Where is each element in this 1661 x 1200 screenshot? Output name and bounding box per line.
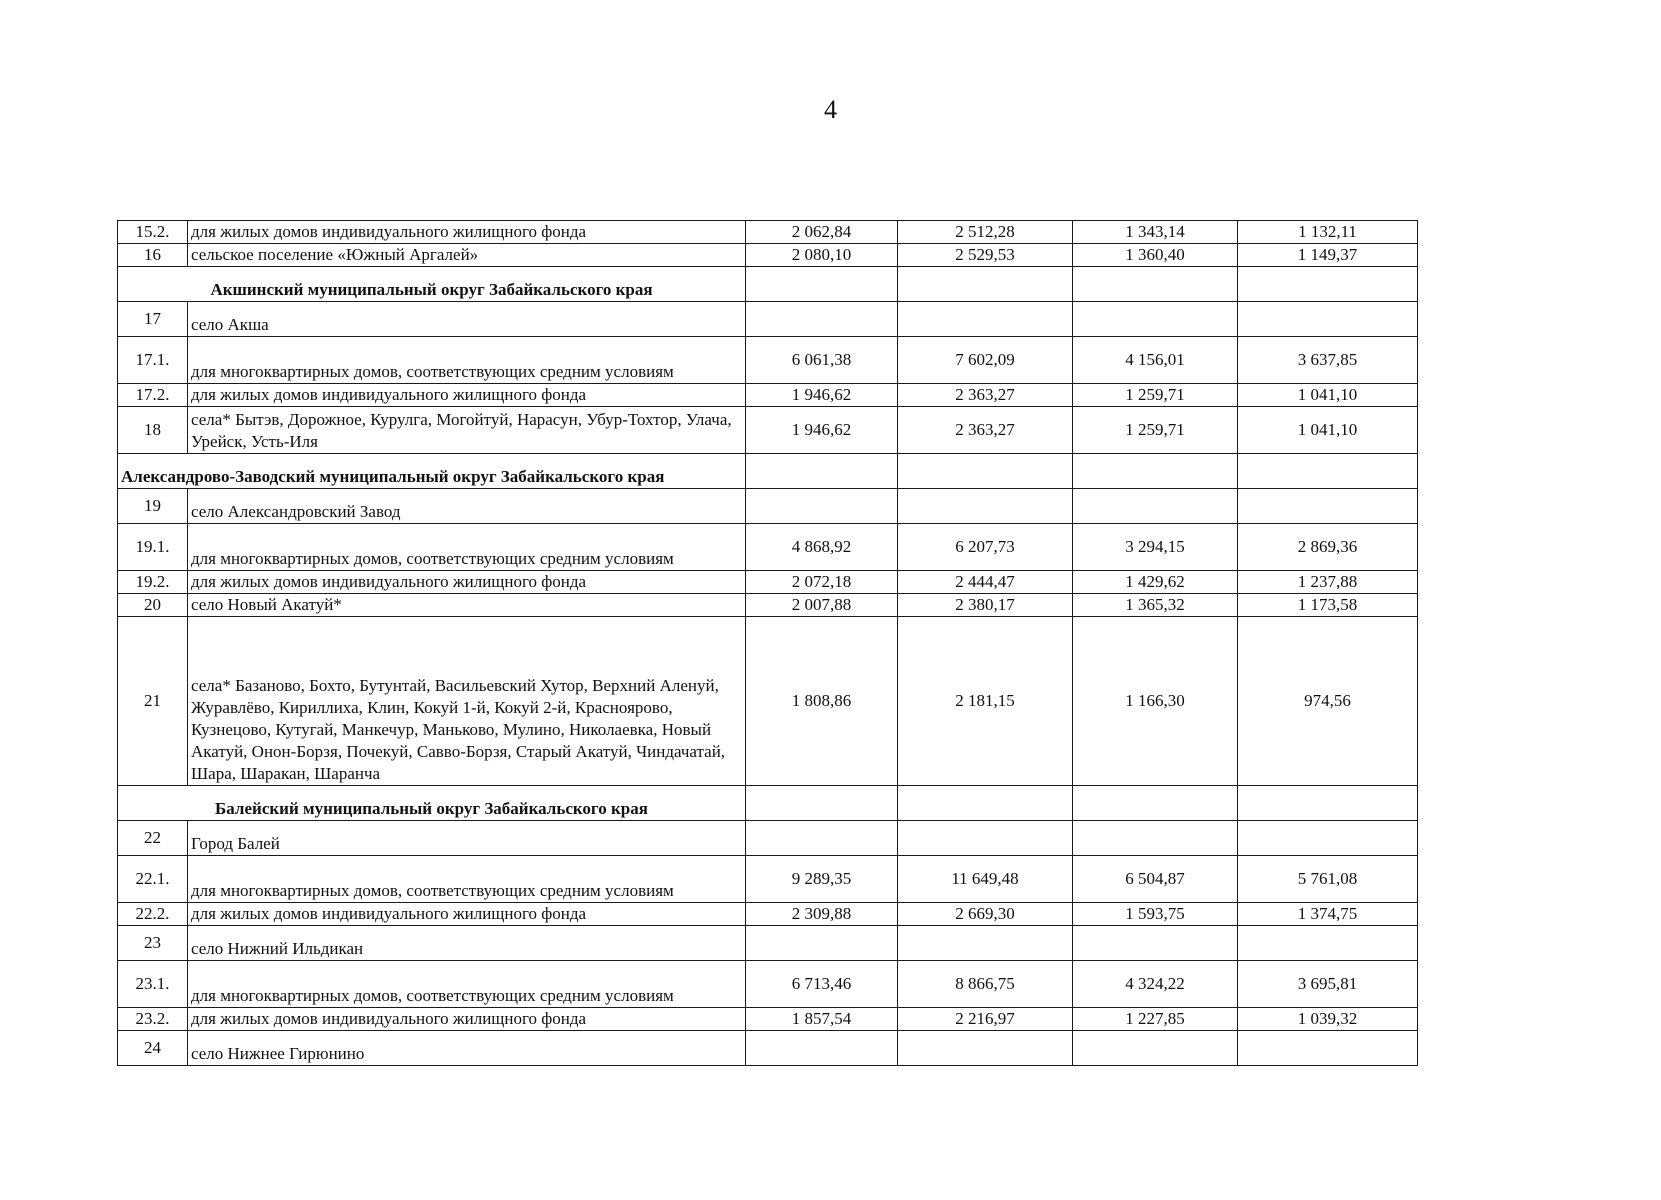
row-number: 24 (118, 1031, 188, 1066)
section-row (118, 454, 1418, 489)
row-number: 22.1. (118, 856, 188, 903)
table-row (118, 337, 1418, 384)
empty-cell (1073, 786, 1238, 821)
value-cell-2: 2 669,30 (898, 903, 1073, 926)
empty-cell (898, 267, 1073, 302)
value-cell-4: 3 637,85 (1238, 337, 1418, 384)
row-number: 20 (118, 594, 188, 617)
section-title: Балейский муниципальный округ Забайкальского края (118, 786, 746, 821)
value-cell-4 (1238, 302, 1418, 337)
row-number: 19.1. (118, 524, 188, 571)
section-row (118, 786, 1418, 821)
value-cell-4 (1238, 489, 1418, 524)
value-cell-4: 1 237,88 (1238, 571, 1418, 594)
row-name: село Нижнее Гирюнино (188, 1031, 746, 1066)
row-name: сельское поселение «Южный Аргалей» (188, 244, 746, 267)
value-cell-1: 1 946,62 (746, 384, 898, 407)
value-cell-3: 1 360,40 (1073, 244, 1238, 267)
value-cell-2: 6 207,73 (898, 524, 1073, 571)
page-number: 4 (824, 95, 837, 124)
row-number: 15.2. (118, 221, 188, 244)
value-cell-3: 3 294,15 (1073, 524, 1238, 571)
value-cell-2 (898, 926, 1073, 961)
table-row (118, 1008, 1418, 1031)
value-cell-3: 1 227,85 (1073, 1008, 1238, 1031)
value-cell-3 (1073, 926, 1238, 961)
value-cell-4: 5 761,08 (1238, 856, 1418, 903)
table-row (118, 903, 1418, 926)
table-body (118, 221, 1418, 1066)
value-cell-1 (746, 821, 898, 856)
row-number: 21 (118, 617, 188, 786)
table-row (118, 571, 1418, 594)
empty-cell (1238, 454, 1418, 489)
table-row (118, 384, 1418, 407)
table-row (118, 617, 1418, 786)
value-cell-3 (1073, 302, 1238, 337)
value-cell-3: 1 593,75 (1073, 903, 1238, 926)
value-cell-3 (1073, 489, 1238, 524)
table-row (118, 856, 1418, 903)
table-row (118, 926, 1418, 961)
empty-cell (746, 786, 898, 821)
value-cell-2: 2 216,97 (898, 1008, 1073, 1031)
value-cell-1: 4 868,92 (746, 524, 898, 571)
row-name: для многоквартирных домов, соответствующих средним условиям (188, 337, 746, 384)
empty-cell (898, 454, 1073, 489)
value-cell-1: 2 007,88 (746, 594, 898, 617)
table-row (118, 961, 1418, 1008)
row-number: 19 (118, 489, 188, 524)
value-cell-4: 3 695,81 (1238, 961, 1418, 1008)
value-cell-1: 6 061,38 (746, 337, 898, 384)
value-cell-2: 2 444,47 (898, 571, 1073, 594)
value-cell-1 (746, 926, 898, 961)
row-name: село Александровский Завод (188, 489, 746, 524)
row-number: 23 (118, 926, 188, 961)
value-cell-1: 6 713,46 (746, 961, 898, 1008)
row-number: 18 (118, 407, 188, 454)
value-cell-1: 2 062,84 (746, 221, 898, 244)
section-title: Александрово-Заводский муниципальный округ Забайкальского края (118, 454, 746, 489)
row-name: для жилых домов индивидуального жилищного фонда (188, 221, 746, 244)
value-cell-1 (746, 1031, 898, 1066)
value-cell-4 (1238, 821, 1418, 856)
value-cell-4 (1238, 926, 1418, 961)
row-number: 22 (118, 821, 188, 856)
value-cell-2: 2 363,27 (898, 384, 1073, 407)
row-name: Город Балей (188, 821, 746, 856)
value-cell-1: 9 289,35 (746, 856, 898, 903)
empty-cell (1238, 786, 1418, 821)
table-row (118, 302, 1418, 337)
value-cell-3: 1 259,71 (1073, 384, 1238, 407)
value-cell-4: 1 039,32 (1238, 1008, 1418, 1031)
value-cell-3: 1 365,32 (1073, 594, 1238, 617)
row-name: для многоквартирных домов, соответствующих средним условиям (188, 961, 746, 1008)
value-cell-1: 1 946,62 (746, 407, 898, 454)
value-cell-3 (1073, 1031, 1238, 1066)
value-cell-2: 7 602,09 (898, 337, 1073, 384)
empty-cell (1238, 267, 1418, 302)
value-cell-2: 11 649,48 (898, 856, 1073, 903)
value-cell-1: 2 072,18 (746, 571, 898, 594)
row-name: село Акша (188, 302, 746, 337)
table-row (118, 821, 1418, 856)
value-cell-4: 1 041,10 (1238, 384, 1418, 407)
row-name: для жилых домов индивидуального жилищного фонда (188, 903, 746, 926)
value-cell-1: 1 857,54 (746, 1008, 898, 1031)
value-cell-4: 1 149,37 (1238, 244, 1418, 267)
row-number: 17.2. (118, 384, 188, 407)
row-name: для жилых домов индивидуального жилищного фонда (188, 384, 746, 407)
value-cell-4: 974,56 (1238, 617, 1418, 786)
value-cell-4: 1 374,75 (1238, 903, 1418, 926)
value-cell-3: 6 504,87 (1073, 856, 1238, 903)
empty-cell (746, 454, 898, 489)
value-cell-3: 1 166,30 (1073, 617, 1238, 786)
row-number: 19.2. (118, 571, 188, 594)
value-cell-1 (746, 302, 898, 337)
value-cell-4: 2 869,36 (1238, 524, 1418, 571)
empty-cell (898, 786, 1073, 821)
row-name: для жилых домов индивидуального жилищного фонда (188, 1008, 746, 1031)
section-title: Акшинский муниципальный округ Забайкальского края (118, 267, 746, 302)
table-row (118, 594, 1418, 617)
value-cell-2 (898, 302, 1073, 337)
row-name: для жилых домов индивидуального жилищного фонда (188, 571, 746, 594)
value-cell-3: 1 429,62 (1073, 571, 1238, 594)
row-number: 23.2. (118, 1008, 188, 1031)
table-row (118, 489, 1418, 524)
row-name: для многоквартирных домов, соответствующих средним условиям (188, 524, 746, 571)
value-cell-2 (898, 489, 1073, 524)
row-number: 17 (118, 302, 188, 337)
value-cell-1: 1 808,86 (746, 617, 898, 786)
empty-cell (1073, 267, 1238, 302)
section-row (118, 267, 1418, 302)
row-name: села* Бытэв, Дорожное, Курулга, Могойтуй, Нарасун, Убур-Тохтор, Улача, Урейск, Усть-Иля (188, 407, 746, 454)
table-row (118, 524, 1418, 571)
row-number: 22.2. (118, 903, 188, 926)
row-number: 16 (118, 244, 188, 267)
value-cell-4 (1238, 1031, 1418, 1066)
value-cell-4: 1 041,10 (1238, 407, 1418, 454)
value-cell-2: 2 529,53 (898, 244, 1073, 267)
table-row (118, 221, 1418, 244)
value-cell-2 (898, 821, 1073, 856)
value-cell-4: 1 132,11 (1238, 221, 1418, 244)
empty-cell (1073, 454, 1238, 489)
row-name: села* Базаново, Бохто, Бутунтай, Васильевский Хутор, Верхний Аленуй, Журавлёво, Кириллиха, Клин, Кокуй 1-й, Кокуй 2-й, Краснояровo, Кузнецово, Кутугай, Манкечур, Маньково, Мулино, Николаевка, Новый Акатуй, Онон-Борзя, Почекуй, Савво-Борзя, Старый Акатуй, Чиндачатай, Шара, Шаракан, Шаранча (188, 617, 746, 786)
table-row (118, 1031, 1418, 1066)
row-number: 23.1. (118, 961, 188, 1008)
value-cell-3: 4 156,01 (1073, 337, 1238, 384)
value-cell-4: 1 173,58 (1238, 594, 1418, 617)
table-row (118, 244, 1418, 267)
value-cell-1 (746, 489, 898, 524)
value-cell-2 (898, 1031, 1073, 1066)
value-cell-2: 2 380,17 (898, 594, 1073, 617)
value-cell-1: 2 309,88 (746, 903, 898, 926)
value-cell-3 (1073, 821, 1238, 856)
row-number: 17.1. (118, 337, 188, 384)
row-name: для многоквартирных домов, соответствующих средним условиям (188, 856, 746, 903)
row-name: село Новый Акатуй* (188, 594, 746, 617)
value-cell-3: 1 343,14 (1073, 221, 1238, 244)
value-cell-2: 2 181,15 (898, 617, 1073, 786)
value-cell-2: 2 512,28 (898, 221, 1073, 244)
value-cell-2: 2 363,27 (898, 407, 1073, 454)
value-cell-1: 2 080,10 (746, 244, 898, 267)
value-cell-3: 1 259,71 (1073, 407, 1238, 454)
value-cell-3: 4 324,22 (1073, 961, 1238, 1008)
row-name: село Нижний Ильдикан (188, 926, 746, 961)
empty-cell (746, 267, 898, 302)
value-cell-2: 8 866,75 (898, 961, 1073, 1008)
table-row (118, 407, 1418, 454)
tariff-table (117, 220, 1418, 1066)
